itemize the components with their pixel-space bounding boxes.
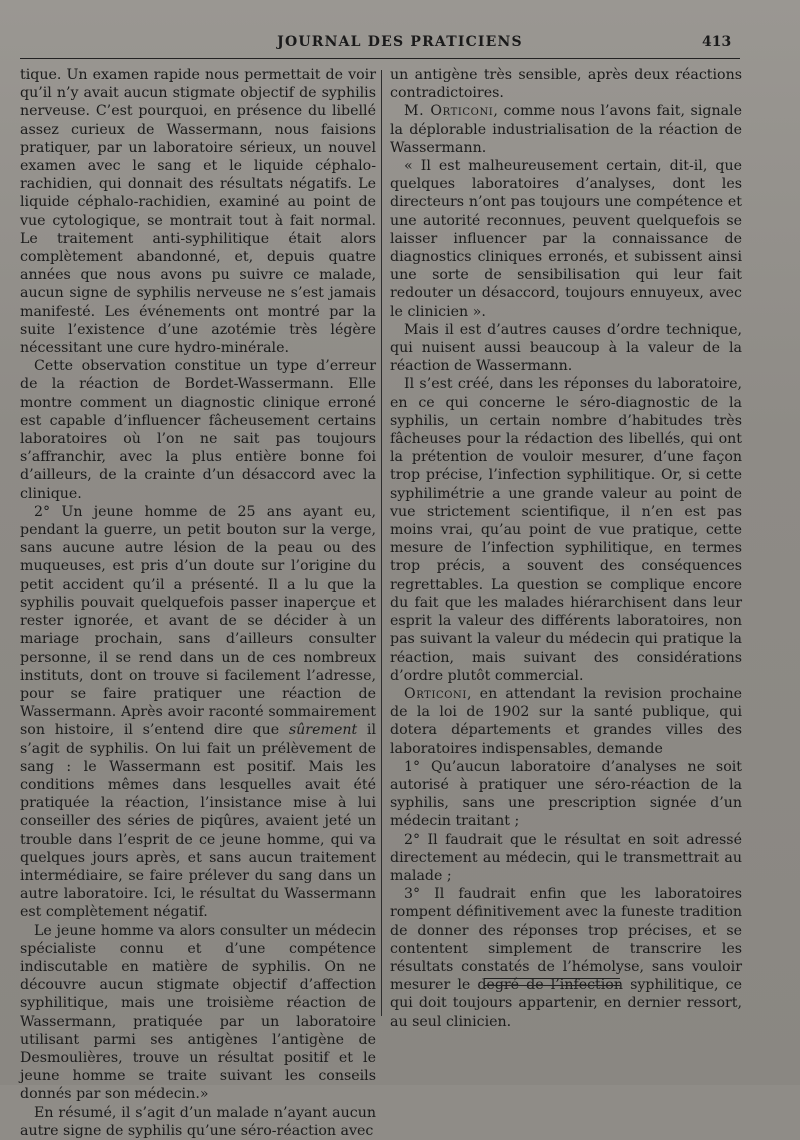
list-item: 1° Qu’aucun laboratoire d’analyses ne soit autorisé à pratiquer une séro-réaction de la syphilis, sans une prescription signée d’un médecin traitant ; <box>390 758 742 830</box>
paragraph-demande <box>390 685 742 758</box>
paragraph-text: 2° Un jeune homme de 25 ans ayant eu, pendant la guerre, un petit bouton sur la verge, sans aucune autre lésion de la peau ou des muqueuses, est pris d’un doute sur l’origine du petit accident qu’il a présenté. Il a lu que la syphilis pouvait quelquefois passer inaperçue et rester ignorée, et avant de se décider à un mariage prochain, sans d’ailleurs consulter personne, il se rend dans un de ces nombreux instituts, dont on trouve si facilement l’adresse, pour se faire pratiquer une réaction de Wassermann. Après avoir raconté sommairement son histoire, il s’entend dire que <box>20 503 376 739</box>
right-column <box>390 66 742 1031</box>
paragraph: Mais il est d’autres causes d’ordre technique, qui nuisent aussi beaucoup à la valeur de la réaction de Wassermann. <box>390 321 742 375</box>
end-ornament-rule <box>484 978 620 986</box>
page-number: 413 <box>702 34 732 50</box>
paragraph: tique. Un examen rapide nous permettait de voir qu’il n’y avait aucun stigmate objectif de syphilis nerveuse. C’est pourquoi, en présence du libellé assez curieux de Wassermann, nous faisions pratiquer, par un laboratoire sérieux, un nouvel examen avec le sang et le liquide céphalo-rachidien, qui donnait des résultats négatifs. Le liquide céphalo-rachidien, examiné au point de vue cytologique, se montrait tout à fait normal. Le traitement anti-syphilitique était alors complètement abandonné, et, depuis quatre années que nous avons pu suivre ce malade, aucun signe de syphilis nerveuse ne s’est jamais manifesté. Les événements ont montré par la suite l’existence d’une azotémie très légère nécessitant une cure hydro-minérale. <box>20 67 376 357</box>
emphasis-text: sûrement <box>288 722 358 739</box>
paragraph-text: , en attendant la revision prochaine de la loi de 1902 sur la santé publique, qui dotera départements et grandes villes des laboratoires indispensables, demande <box>390 685 742 757</box>
author-name: Orticoni <box>404 685 467 702</box>
column-divider <box>381 70 382 1016</box>
running-head <box>0 34 800 54</box>
list-item: 2° Il faudrait que le résultat en soit adressé directement au médecin, qui le transmettrait au malade ; <box>390 831 742 884</box>
paragraph-text: il s’agit de syphilis. On lui fait un prélèvement de sang : le Wassermann est positif. Mais les conditions mêmes dans lesquelles avait été pratiquée la réaction, l’insistance mise à lui conseiller des séries de piqûres, avaient jeté un trouble dans l’esprit de ce jeune homme, qui va quelques jours après, et sans aucun traitement intermédiaire, se faire prélever du sang dans un autre laboratoire. Ici, le résultat du Wassermann est complètement négatif. <box>20 722 376 921</box>
paragraph-case-2 <box>20 503 376 922</box>
quotation: « Il est malheureusement certain, dit-il, que quelques laboratoires d’analyses, dont les directeurs n’ont pas toujours une compétence et une autorité reconnues, peuvent quelquefois se laisser influencer par la connaissance de diagnostics cliniques erronés, et subissent ainsi une sorte de sensibilisation qui leur fait redouter un désaccord, toujours ennuyeux, avec le clinicien ». <box>390 158 742 320</box>
paragraph: En résumé, il s’agit d’un malade n’ayant aucun autre signe de syphilis qu’une séro-réaction avec <box>20 1104 376 1139</box>
paragraph: un antigène très sensible, après deux réactions contradictoires. <box>390 67 742 102</box>
paragraph-orticoni <box>390 102 742 157</box>
author-name: M. Orticoni <box>404 103 494 120</box>
paragraph: Le jeune homme va alors consulter un médecin spécialiste connu et d’une compétence indiscutable en matière de syphilis. On ne découvre aucun stigmate objectif d’affection syphilitique, mais une troisième réaction de Wassermann, pratiquée par un laboratoire utilisant parmi ses antigènes l’antigène de Desmoulières, trouve un résultat positif et le jeune homme se traite suivant les conseils donnés par son médecin.» <box>20 922 376 1103</box>
left-column <box>20 66 376 1140</box>
header-rule <box>20 58 740 59</box>
paragraph-text: , comme nous l’avons fait, signale la déplorable industrialisation de la réaction de Wassermann. <box>390 103 742 156</box>
list-item: 3° Il faudrait enfin que les laboratoires rompent définitivement avec la funeste tradition de donner des réponses trop précises, et se contentent simplement de transcrire les résultats constatés de l’hémolyse, sans vouloir mesurer le degré de l’infection syphilitique, ce qui doit toujours appartenir, en dernier ressort, au seul clinicien. <box>390 886 742 1030</box>
paragraph: Il s’est créé, dans les réponses du laboratoire, en ce qui concerne le séro-diagnostic de la syphilis, un certain nombre d’habitudes très fâcheuses pour la rédaction des libellés, qui ont la prétention de vouloir mesurer, d’une façon trop précise, l’infection syphilitique. Or, si cette syphilimétrie a une grande valeur au point de vue strictement scientifique, il n’en est pas moins vrai, qu’au point de vue pratique, cette mesure de l’infection syphilitique, en termes trop précis, a souvent des conséquences regrettables. La question se complique encore du fait que les malades hiérarchisent dans leur esprit la valeur des différents laboratoires, non pas suivant la valeur du médecin qui pratique la réaction, mais suivant des considérations d’ordre plutôt commercial. <box>390 376 742 684</box>
paragraph: Cette observation constitue un type d’erreur de la réaction de Bordet-Wassermann. Elle montre comment un diagnostic clinique erroné est capable d’influencer fâcheusement certains laboratoires où l’on ne sait pas toujours s’affranchir, avec la plus entière bonne foi d’ailleurs, de la crainte d’un désaccord avec la clinique. <box>20 358 376 502</box>
journal-title: JOURNAL DES PRATICIENS <box>277 34 523 50</box>
